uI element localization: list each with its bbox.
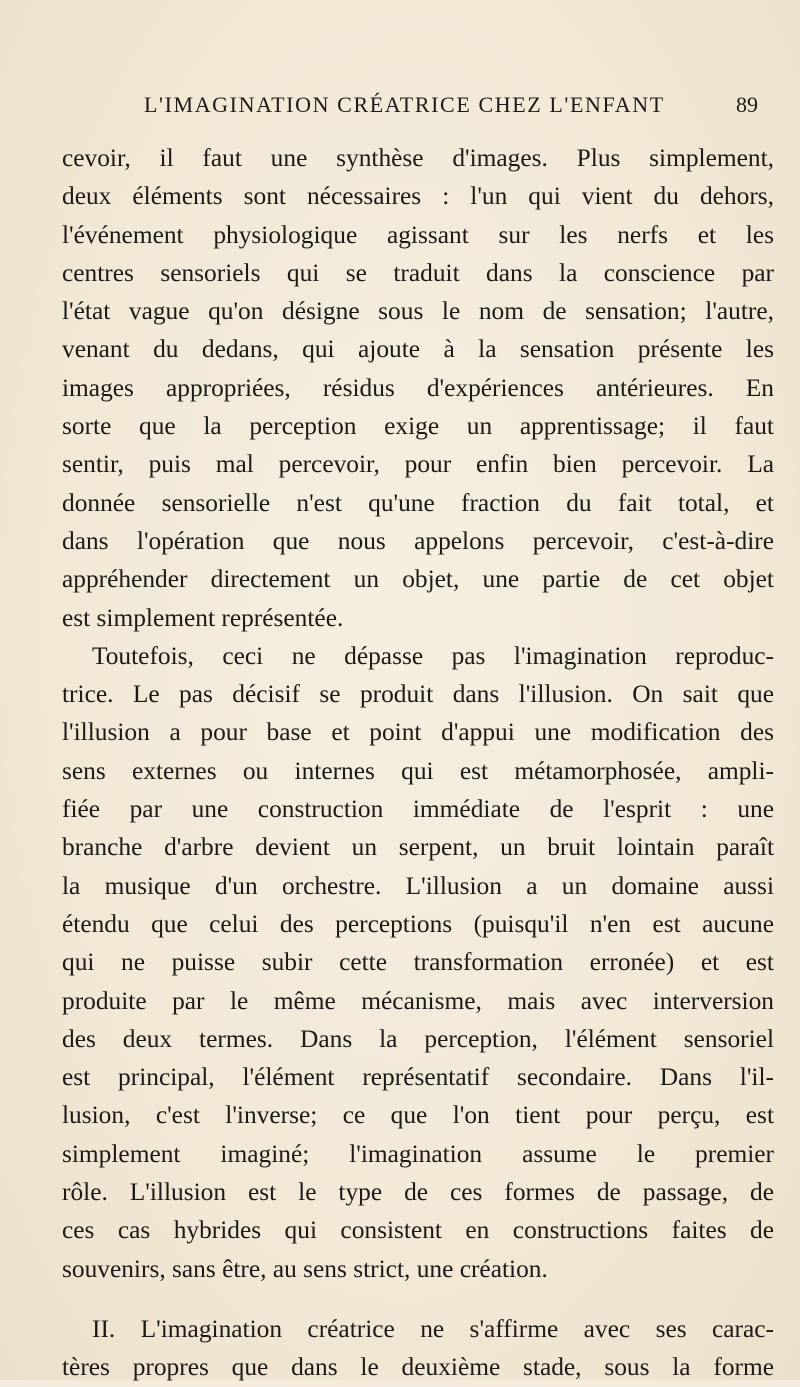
text-line: branche d'arbre devient un serpent, un bruit lointain paraît — [62, 833, 774, 862]
text-line: sorte que la perception exige un apprentissage; il faut — [62, 412, 774, 441]
text-line: lusion, c'est l'inverse; ce que l'on tient pour perçu, est — [62, 1101, 774, 1130]
text-line: deux éléments sont nécessaires : l'un qui vient du dehors, — [62, 182, 774, 211]
text-line: images appropriées, résidus d'expériences antérieures. En — [62, 373, 774, 402]
text-line: l'événement physiologique agissant sur les nerfs et les — [62, 220, 774, 249]
running-title: L'IMAGINATION CRÉATRICE CHEZ L'ENFANT — [144, 92, 665, 117]
text-line: donnée sensorielle n'est qu'une fraction du fait total, et — [62, 488, 774, 517]
text-line: tères propres que dans le deuxième stade, sous la forme — [62, 1353, 774, 1382]
text-line: est principal, l'élément représentatif secondaire. Dans l'il- — [62, 1063, 774, 1092]
paragraph-1 — [62, 139, 774, 637]
text-line: simplement imaginé; l'imagination assume le premier — [62, 1139, 774, 1168]
text-line: II. L'imagination créatrice ne s'affirme avec ses carac- — [92, 1314, 774, 1343]
text-line: cevoir, il faut une synthèse d'images. Plus simplement, — [62, 144, 774, 172]
page-number: 89 — [736, 92, 758, 117]
body-text — [62, 139, 774, 1387]
text-line: sens externes ou internes qui est métamorphosée, ampli- — [62, 756, 774, 785]
text-line: des deux termes. Dans la perception, l'élément sensoriel — [62, 1024, 774, 1053]
text-line: la musique d'un orchestre. L'illusion a un domaine aussi — [62, 871, 774, 900]
text-line: qui ne puisse subir cette transformation erronée) et est — [62, 948, 774, 977]
paragraph-3 — [62, 1310, 774, 1387]
text-line: trice. Le pas décisif se produit dans l'illusion. On sait que — [62, 680, 774, 709]
running-head — [0, 92, 800, 132]
text-line: rôle. L'illusion est le type de ces formes de passage, de — [62, 1178, 774, 1207]
text-line: appréhender directement un objet, une partie de cet objet — [62, 565, 774, 594]
text-line: fiée par une construction immédiate de l'esprit : une — [62, 795, 774, 824]
paragraph-2 — [62, 637, 774, 1288]
text-line: sentir, puis mal percevoir, pour enfin bien percevoir. La — [62, 450, 774, 479]
text-line: l'illusion a pour base et point d'appui une modification des — [62, 718, 774, 747]
text-line: est simplement représentée. — [62, 603, 344, 632]
text-line: l'état vague qu'on désigne sous le nom de sensation; l'autre, — [62, 297, 774, 326]
text-line: produite par le même mécanisme, mais avec interversion — [62, 986, 774, 1015]
text-line: Toutefois, ceci ne dépasse pas l'imagination reproduc- — [92, 641, 774, 670]
text-line: venant du dedans, qui ajoute à la sensation présente les — [62, 335, 774, 364]
section-gap — [62, 1288, 774, 1310]
text-line: dans l'opération que nous appelons percevoir, c'est-à-dire — [62, 526, 774, 555]
text-line: ces cas hybrides qui consistent en constructions faites de — [62, 1216, 774, 1245]
text-line: centres sensoriels qui se traduit dans la conscience par — [62, 258, 774, 287]
text-line: souvenirs, sans être, au sens strict, une création. — [62, 1254, 548, 1283]
text-line: étendu que celui des perceptions (puisqu'il n'en est aucune — [62, 909, 774, 938]
